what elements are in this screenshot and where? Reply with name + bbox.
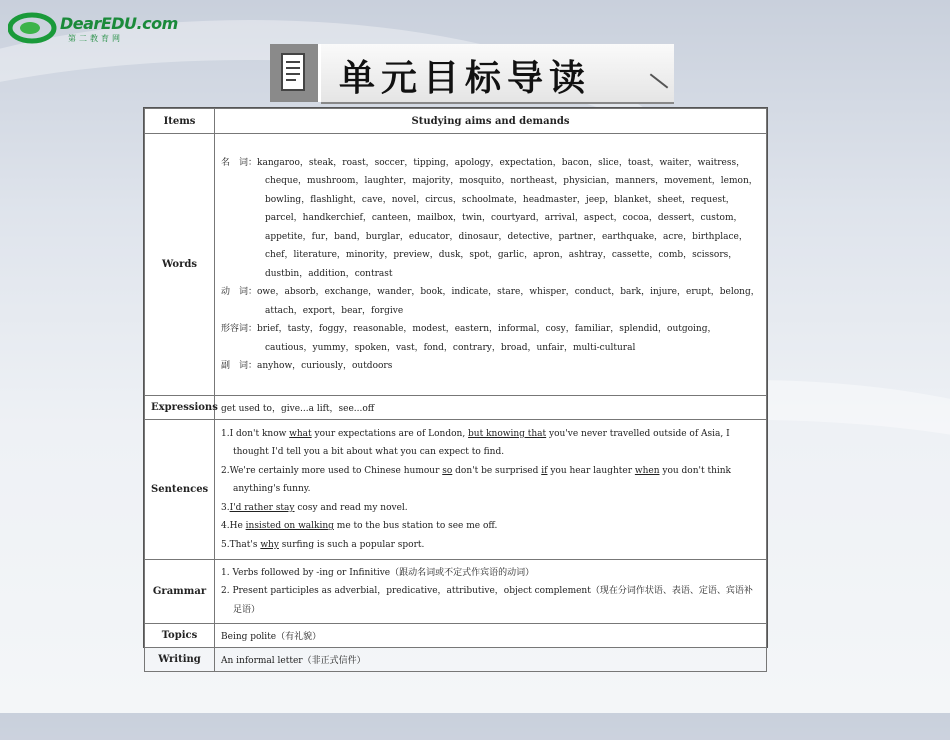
sentence-number: 5. — [221, 539, 230, 550]
writing-text: An informal letter（非正式信件） — [215, 648, 767, 672]
sentence-text: your expectations are of London, — [311, 428, 469, 439]
sentence-number: 3. — [221, 502, 230, 513]
expressions-label: Expressions — [145, 396, 215, 420]
aims-table — [143, 107, 768, 666]
sentence-4 — [221, 517, 760, 536]
sentence-number: 2. — [221, 465, 230, 476]
table-row-expressions — [145, 396, 767, 420]
sentence-text: you hear laughter — [547, 465, 635, 476]
sentence-text: I don't know — [229, 428, 290, 439]
table-row-grammar — [145, 560, 767, 624]
sentence-2 — [221, 462, 760, 499]
swoosh-logo-icon — [8, 8, 58, 48]
table-row-sentences — [145, 420, 767, 560]
sentence-text: don't be surprised — [452, 465, 542, 476]
sentence-underline: I'd rather stay — [229, 502, 295, 513]
sentence-underline: why — [260, 539, 279, 550]
sentence-text: me to the bus station to see me off. — [333, 521, 498, 532]
logo-brand: DearEDU.com — [60, 14, 178, 33]
sentence-text: surfing is such a popular sport. — [278, 539, 425, 550]
table-row-topics — [145, 624, 767, 648]
sentences-cell — [215, 420, 767, 560]
words-noun: 名 词：kangaroo，steak，roast，soccer，tipping，apology，expectation，bacon，slice，toast，waiter，waitress，cheque，mushroom，laughter，majority，mosquito，northeast，physician，manners，movement，lemon，bowling，flashlight，cave，novel，circus，schoolmate，headmaster，jeep，blanket，sheet，request，parcel，handkerchief，canteen，mailbox，twin，courtyard，arrival，aspect，cocoa，dessert，custom，appetite，fur，band，burglar，educator，dinosaur，detective，partner，earthquake，acre，birthplace，chef，literature，minority，preview，dusk，spot，garlic，apron，ashtray，cassette，comb，scissors，dustbin，addition，contrast — [221, 157, 758, 279]
sentence-underline: insisted on walking — [245, 521, 334, 532]
sentence-1 — [221, 425, 760, 462]
words-adv: 副 词：anyhow，curiously，outdoors — [221, 361, 393, 371]
sentence-5 — [221, 536, 760, 555]
sentence-text: We're certainly more used to Chinese humour — [229, 465, 443, 476]
topics-text: Being polite（有礼貌） — [215, 624, 767, 648]
words-adj: 形容词：brief，tasty，foggy，reasonable，modest，eastern，informal，cosy，familiar，splendid，outgoing，cautious，yummy，spoken，vast，fond，contrary，broad，unfair，multi-cultural — [221, 324, 717, 353]
sentence-number: 4. — [221, 521, 230, 532]
words-label: Words — [145, 134, 215, 396]
banner-slash — [650, 73, 669, 88]
table-header-row — [145, 109, 767, 134]
sentence-underline: so — [442, 465, 453, 476]
sentence-text: He — [229, 521, 246, 532]
sentence-text: That's — [229, 539, 261, 550]
sentence-text: you've never travelled outside of Asia, I thought I'd tell you a bit about what you can expect to find. — [233, 428, 730, 458]
writing-label: Writing — [145, 648, 215, 672]
document-icon — [270, 44, 321, 102]
sentence-underline: what — [289, 428, 312, 439]
banner-title: 单元目标导读 — [339, 58, 592, 99]
sentence-text: cosy and read my novel. — [294, 502, 408, 513]
grammar-1: 1. Verbs followed by -ing or Infinitive（跟动名词或不定式作宾语的动词） — [221, 567, 535, 578]
words-verb: 动 词：owe，absorb，exchange，wander，book，indicate，stare，whisper，conduct，bark，injure，erupt，belong，attach，export，bear，forgive — [221, 287, 760, 316]
site-logo[interactable] — [8, 8, 178, 48]
sentence-number: 1. — [221, 428, 230, 439]
topics-label: Topics — [145, 624, 215, 648]
words-cell — [215, 134, 767, 396]
section-banner — [270, 44, 674, 102]
table-row-writing — [145, 648, 767, 672]
header-aims: Studying aims and demands — [215, 109, 767, 134]
header-items: Items — [145, 109, 215, 134]
grammar-label: Grammar — [145, 560, 215, 624]
logo-subtitle: 第二教育网 — [68, 34, 123, 43]
sentence-underline: but knowing that — [468, 428, 547, 439]
banner-body — [321, 44, 674, 104]
expressions-text: get used to，give...a lift，see...off — [215, 396, 767, 420]
grammar-2: 2. Present participles as adverbial，predicative，attributive，object complement（现在分词作状语、表语、定语、宾语补足语） — [221, 586, 753, 615]
sentence-underline: if — [541, 465, 548, 476]
sentence-3 — [221, 499, 760, 518]
sentence-text: you don't think anything's funny. — [233, 465, 731, 495]
table-row-words — [145, 134, 767, 396]
sentence-underline: when — [634, 465, 660, 476]
sentences-label: Sentences — [145, 420, 215, 560]
grammar-cell — [215, 560, 767, 624]
